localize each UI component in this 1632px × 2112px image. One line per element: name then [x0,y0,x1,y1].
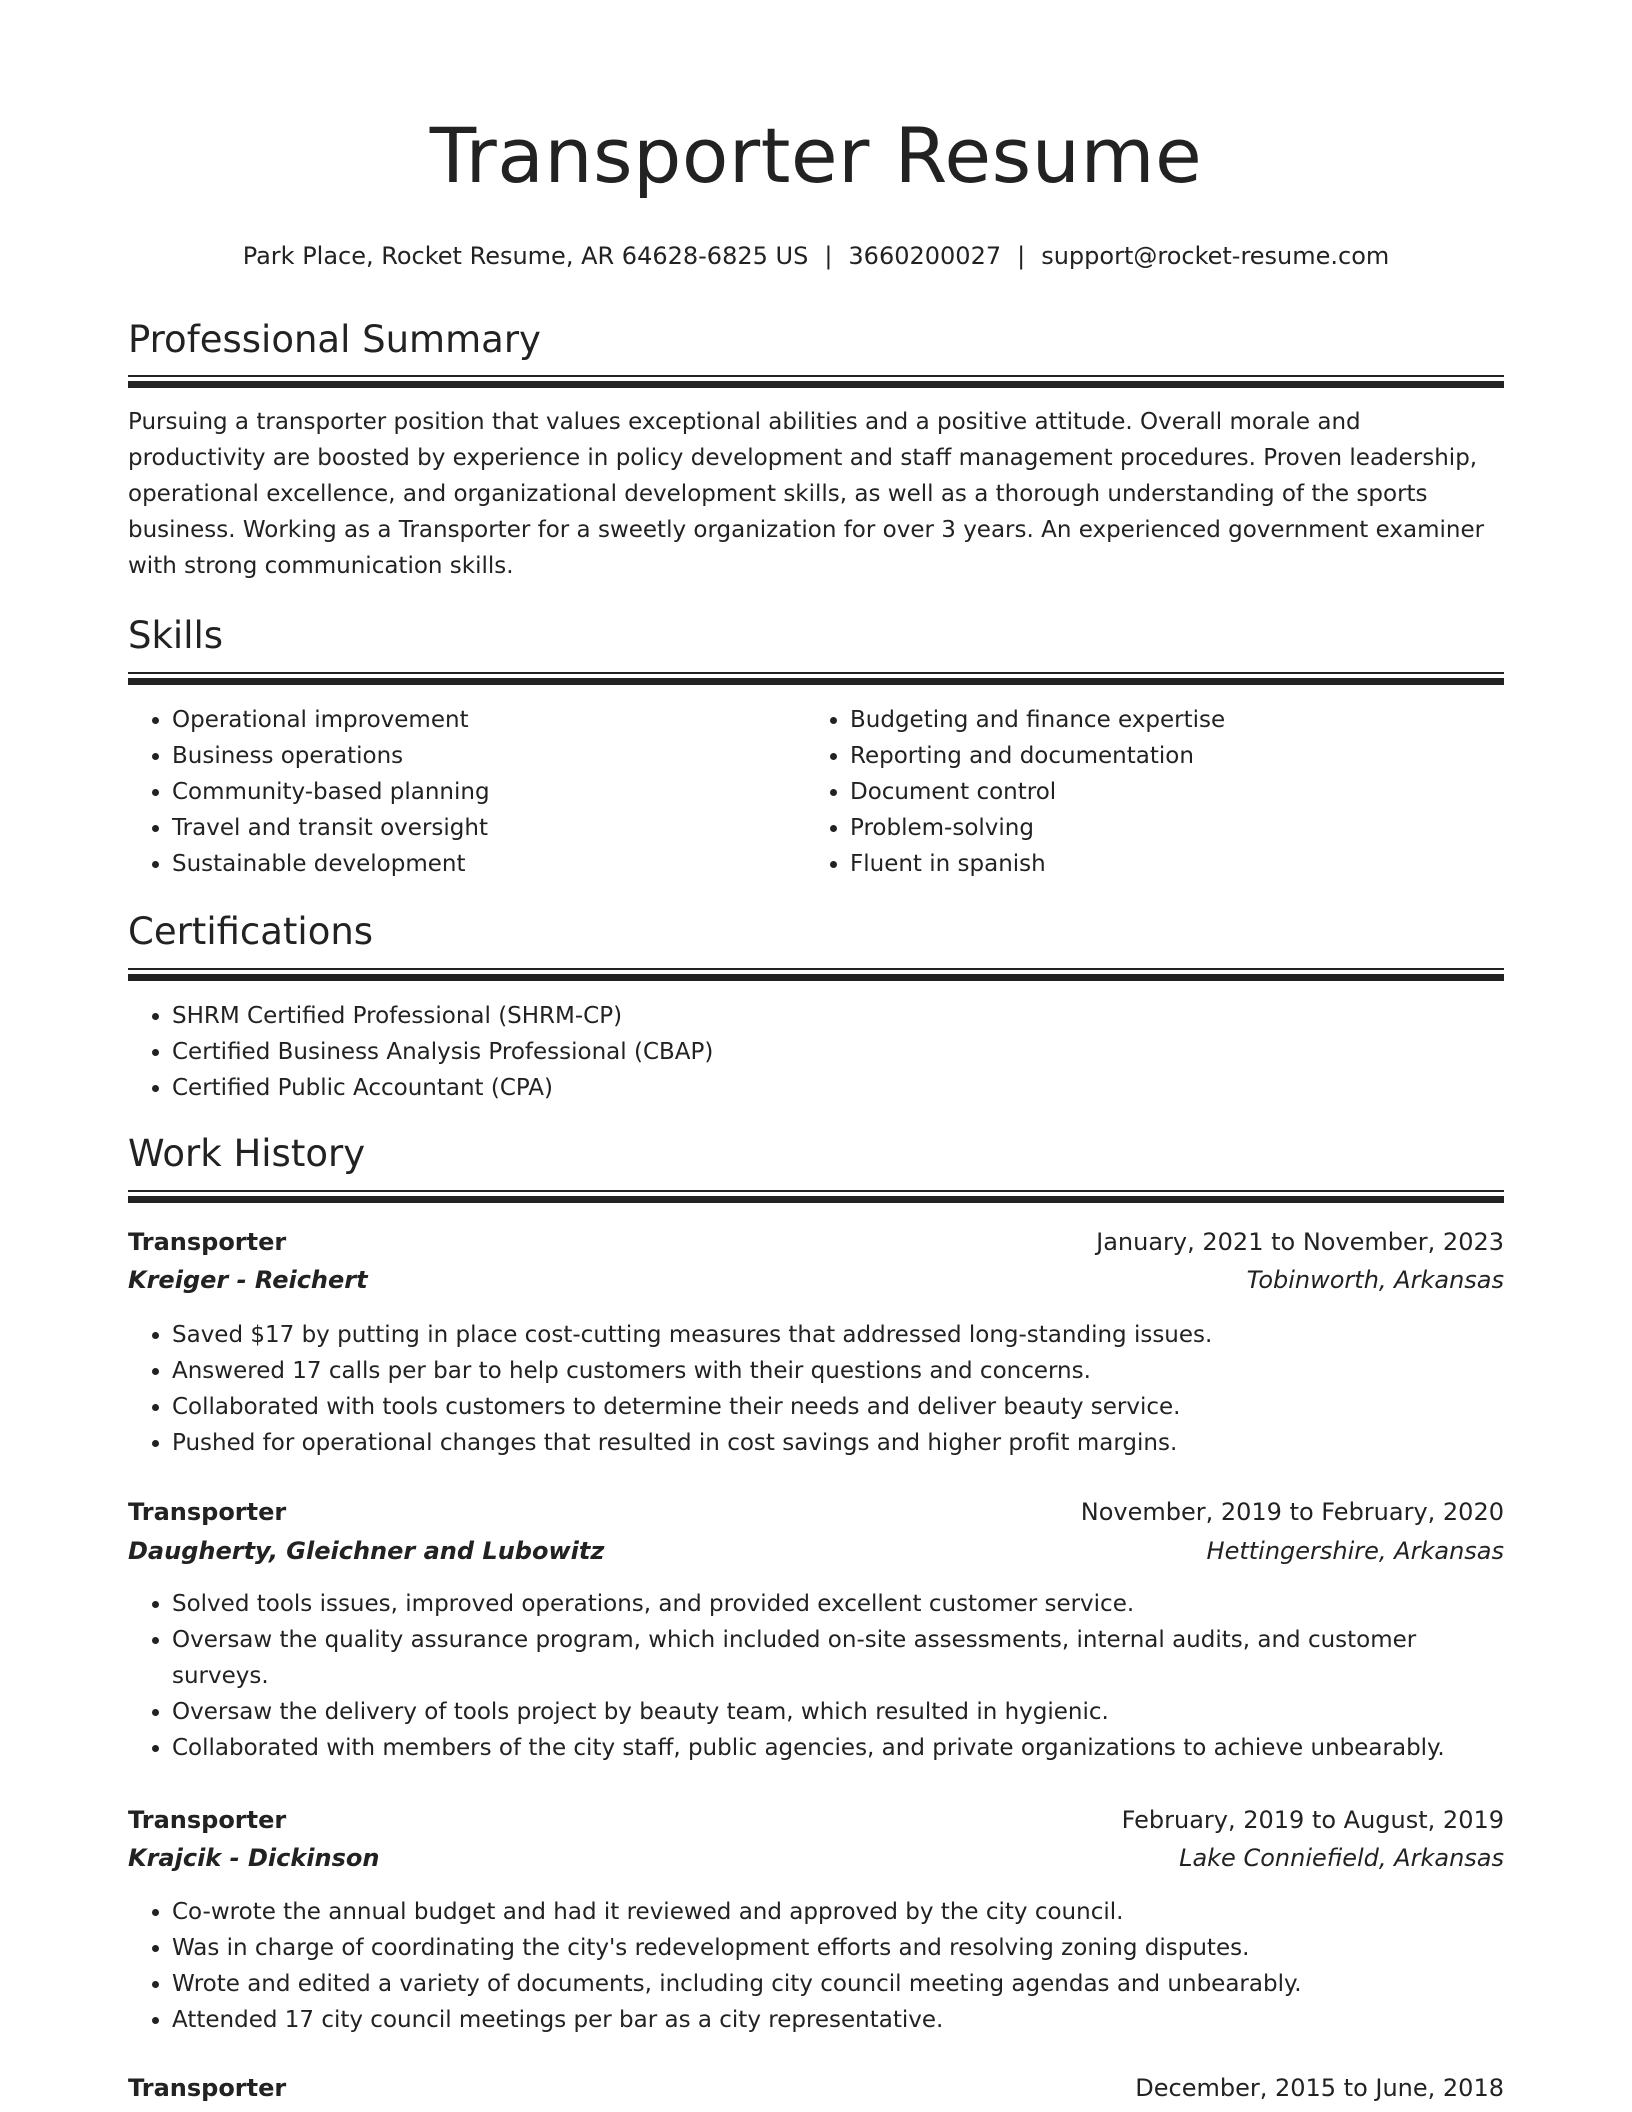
job-location: Lake Conniefield, Arkansas [1179,1844,1504,1872]
contact-address: Park Place, Rocket Resume, AR 64628-6825 US [242,242,809,270]
contact-separator: | [1017,242,1026,270]
list-item: • Document control [850,774,1548,810]
job-dates: February, 2019 to August, 2019 [1121,1806,1504,1834]
list-item: • Oversaw the delivery of tools project by beauty team, which resulted in hygienic. [172,1694,1504,1730]
list-item: • Certified Business Analysis Professional (CBAP) [172,1034,1504,1070]
list-item: • Was in charge of coordinating the city's redevelopment efforts and resolving zoning disputes. [172,1930,1504,1966]
list-item: • Attended 17 city council meetings per bar as a city representative. [172,2002,1504,2038]
job-dates: January, 2021 to November, 2023 [1096,1228,1504,1256]
list-item: • Saved $17 by putting in place cost-cutting measures that addressed long-standing issues. [172,1317,1504,1353]
job-company: Krajcik - Dickinson [128,1844,380,1872]
resume-title: Transporter Resume [429,111,1203,200]
list-item: • SHRM Certified Professional (SHRM-CP) [172,998,1504,1034]
contact-separator: | [824,242,833,270]
contact-phone: 3660200027 [848,242,1002,270]
list-item: • Collaborated with members of the city staff, public agencies, and private organizations to achieve unbearably. [172,1730,1504,1766]
list-item: • Sustainable development [172,846,802,882]
job-location: Hettingershire, Arkansas [1206,1537,1504,1565]
skills-list-right [806,702,1548,882]
job-title: Transporter [128,1806,287,1834]
job-location: Tobinworth, Arkansas [1246,1266,1504,1294]
section-heading-certifications: Certifications [128,910,374,953]
contact-email: support@rocket-resume.com [1041,242,1390,270]
list-item: • Collaborated with tools customers to determine their needs and deliver beauty service. [172,1389,1504,1425]
job-bullets [128,1586,1504,1766]
list-item: • Business operations [172,738,802,774]
job-dates: November, 2019 to February, 2020 [1080,1498,1504,1526]
job-bullets [128,1894,1504,2038]
section-heading-skills: Skills [128,614,224,657]
job-title: Transporter [128,1228,287,1256]
contact-line [128,240,1504,272]
list-item: • Community-based planning [172,774,802,810]
section-divider [128,1190,1504,1203]
job-bullets [128,1317,1504,1461]
job-company: Kreiger - Reichert [128,1266,368,1294]
section-divider [128,375,1504,388]
list-item: • Solved tools issues, improved operations, and provided excellent customer service. [172,1586,1504,1622]
section-divider [128,672,1504,685]
list-item: • Oversaw the quality assurance program, which included on-site assessments, internal audits, and customer surveys. [172,1622,1504,1694]
section-divider [128,968,1504,981]
skills-list-left [128,702,802,882]
summary-text: Pursuing a transporter position that values exceptional abilities and a positive attitude. Overall morale and productivity are boosted by experience in policy development and staff management procedures. Proven leadership, operational excellence, and organizational development skills, as well as a thorough understanding of the sports business. Working as a Transporter for a sweetly organization for over 3 years. An experienced government examiner with strong communication skills. [128,409,1485,579]
list-item: • Budgeting and finance expertise [850,702,1548,738]
job-dates: December, 2015 to June, 2018 [1135,2074,1504,2102]
list-item: • Operational improvement [172,702,802,738]
list-item: • Answered 17 calls per bar to help customers with their questions and concerns. [172,1353,1504,1389]
job-title: Transporter [128,2074,287,2102]
section-heading-work-history: Work History [128,1132,366,1175]
list-item: • Wrote and edited a variety of documents, including city council meeting agendas and unbearably. [172,1966,1504,2002]
list-item: • Fluent in spanish [850,846,1548,882]
job-title: Transporter [128,1498,287,1526]
list-item: • Certified Public Accountant (CPA) [172,1070,1504,1106]
list-item: • Problem-solving [850,810,1548,846]
section-heading-summary: Professional Summary [128,318,541,361]
list-item: • Co-wrote the annual budget and had it reviewed and approved by the city council. [172,1894,1504,1930]
job-company: Daugherty, Gleichner and Lubowitz [128,1537,605,1565]
list-item: • Reporting and documentation [850,738,1548,774]
list-item: • Travel and transit oversight [172,810,802,846]
list-item: • Pushed for operational changes that resulted in cost savings and higher profit margins. [172,1425,1504,1461]
certifications-list [128,998,1504,1106]
